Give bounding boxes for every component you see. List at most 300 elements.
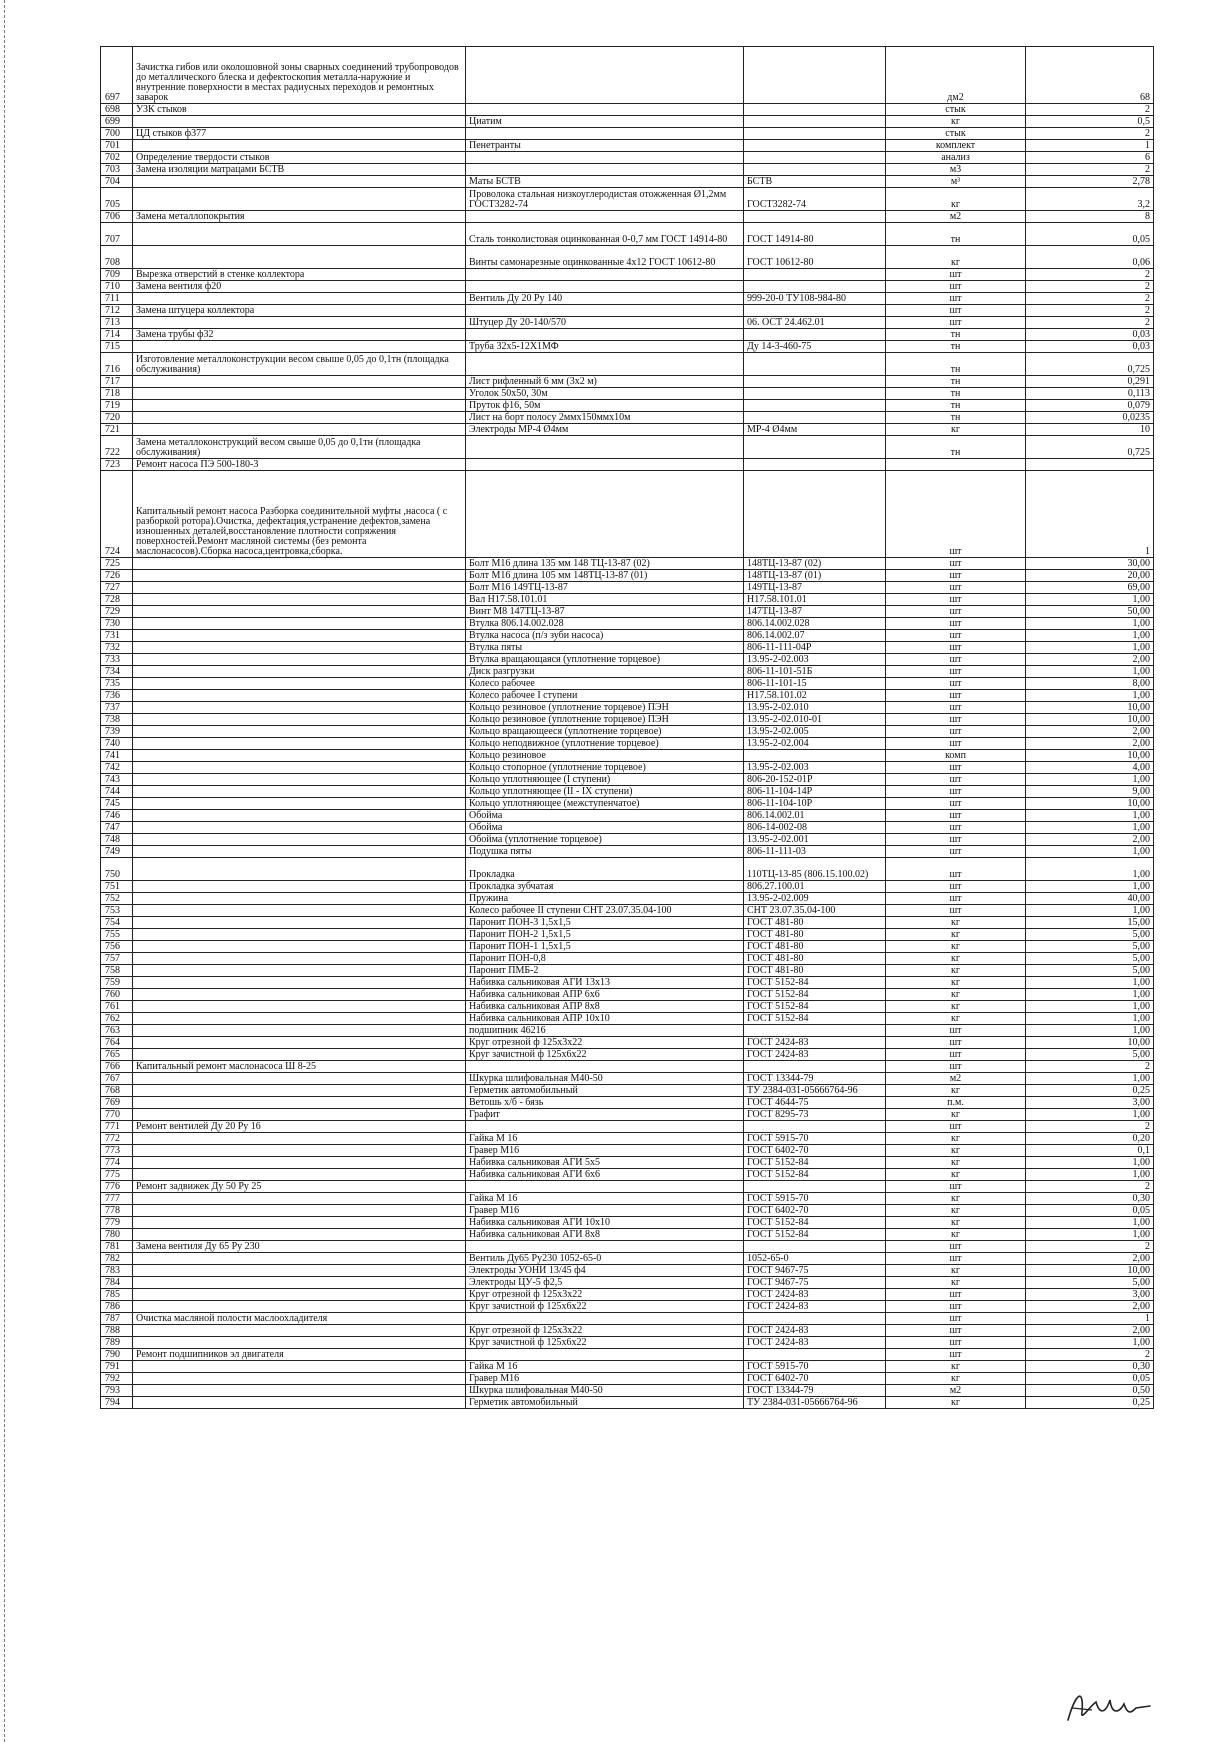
standard-doc-cell: 999-20-0 ТУ108-984-80	[744, 293, 886, 305]
row-number-cell: 767	[101, 1073, 133, 1085]
row-number-cell: 721	[101, 424, 133, 436]
table-row	[101, 1025, 1154, 1037]
quantity-cell: 10	[1026, 424, 1154, 436]
table-row	[101, 211, 1154, 223]
work-description-cell	[133, 989, 466, 1001]
unit-cell: кг	[886, 953, 1026, 965]
table-row	[101, 1037, 1154, 1049]
standard-doc-cell: 148ТЦ-13-87 (01)	[744, 570, 886, 582]
unit-cell: кг	[886, 1193, 1026, 1205]
quantity-cell: 68	[1026, 47, 1154, 104]
table-row	[101, 317, 1154, 329]
material-name-cell: Гайка М 16	[466, 1193, 744, 1205]
work-description-cell	[133, 1253, 466, 1265]
work-description-cell	[133, 738, 466, 750]
unit-cell: шт	[886, 281, 1026, 293]
table-row	[101, 424, 1154, 436]
material-name-cell: Круг зачистной ф 125х6х22	[466, 1301, 744, 1313]
quantity-cell: 2,00	[1026, 1325, 1154, 1337]
unit-cell: кг	[886, 977, 1026, 989]
material-name-cell: Циатим	[466, 116, 744, 128]
row-number-cell: 757	[101, 953, 133, 965]
standard-doc-cell: ГОСТ 5915-70	[744, 1133, 886, 1145]
standard-doc-cell: 13.95-2-02.010	[744, 702, 886, 714]
unit-cell: шт	[886, 762, 1026, 774]
quantity-cell: 0,20	[1026, 1133, 1154, 1145]
standard-doc-cell: ГОСТ 5915-70	[744, 1193, 886, 1205]
standard-doc-cell: 149ТЦ-13-87	[744, 582, 886, 594]
unit-cell: шт	[886, 654, 1026, 666]
table-row	[101, 893, 1154, 905]
standard-doc-cell: ГОСТ 6402-70	[744, 1373, 886, 1385]
material-name-cell: Набивка сальниковая АГИ 8х8	[466, 1229, 744, 1241]
quantity-cell: 1,00	[1026, 774, 1154, 786]
row-number-cell: 758	[101, 965, 133, 977]
work-description-cell: Определение твердости стыков	[133, 152, 466, 164]
row-number-cell: 705	[101, 188, 133, 211]
row-number-cell: 713	[101, 317, 133, 329]
quantity-cell: 1,00	[1026, 1229, 1154, 1241]
work-description-cell	[133, 642, 466, 654]
unit-cell: шт	[886, 305, 1026, 317]
unit-cell: шт	[886, 317, 1026, 329]
work-description-cell	[133, 116, 466, 128]
unit-cell: кг	[886, 1109, 1026, 1121]
table-body	[101, 47, 1154, 1409]
unit-cell: кг	[886, 116, 1026, 128]
work-description-cell	[133, 654, 466, 666]
standard-doc-cell: 1052-65-0	[744, 1253, 886, 1265]
unit-cell: шт	[886, 786, 1026, 798]
material-name-cell: Кольцо уплотняющее (I ступени)	[466, 774, 744, 786]
row-number-cell: 742	[101, 762, 133, 774]
row-number-cell: 763	[101, 1025, 133, 1037]
row-number-cell: 759	[101, 977, 133, 989]
material-name-cell: Электроды ЦУ-5 ф2,5	[466, 1277, 744, 1289]
quantity-cell: 1,00	[1026, 1109, 1154, 1121]
standard-doc-cell	[744, 305, 886, 317]
table-row	[101, 618, 1154, 630]
quantity-cell: 1,00	[1026, 666, 1154, 678]
work-description-cell	[133, 246, 466, 269]
work-description-cell	[133, 558, 466, 570]
material-name-cell: Круг отрезной ф 125х3х22	[466, 1037, 744, 1049]
unit-cell: шт	[886, 714, 1026, 726]
standard-doc-cell	[744, 436, 886, 459]
table-row	[101, 1373, 1154, 1385]
unit-cell: кг	[886, 917, 1026, 929]
work-description-cell	[133, 1049, 466, 1061]
standard-doc-cell: 147ТЦ-13-87	[744, 606, 886, 618]
work-description-cell	[133, 1169, 466, 1181]
table-row	[101, 774, 1154, 786]
table-row	[101, 606, 1154, 618]
quantity-cell: 0,0235	[1026, 412, 1154, 424]
table-row	[101, 881, 1154, 893]
work-description-cell	[133, 376, 466, 388]
row-number-cell: 778	[101, 1205, 133, 1217]
unit-cell: шт	[886, 881, 1026, 893]
quantity-cell: 0,50	[1026, 1385, 1154, 1397]
row-number-cell: 786	[101, 1301, 133, 1313]
table-row	[101, 293, 1154, 305]
quantity-cell: 1,00	[1026, 1001, 1154, 1013]
table-row	[101, 1337, 1154, 1349]
work-description-cell	[133, 953, 466, 965]
standard-doc-cell: ГОСТ 9467-75	[744, 1277, 886, 1289]
quantity-cell: 0,1	[1026, 1145, 1154, 1157]
row-number-cell: 727	[101, 582, 133, 594]
table-row	[101, 400, 1154, 412]
material-name-cell	[466, 281, 744, 293]
row-number-cell: 792	[101, 1373, 133, 1385]
work-description-cell: Зачистка гибов или околошовной зоны сварных соединений трубопроводов до металлического блеска и дефектоскопия металла-наружние и внутренние поверхности в местах радиусных переходов и ремонтных заварок	[133, 47, 466, 104]
row-number-cell: 733	[101, 654, 133, 666]
unit-cell: кг	[886, 1217, 1026, 1229]
unit-cell: стык	[886, 128, 1026, 140]
work-description-cell	[133, 750, 466, 762]
row-number-cell: 760	[101, 989, 133, 1001]
standard-doc-cell	[744, 116, 886, 128]
table-row	[101, 1001, 1154, 1013]
unit-cell: шт	[886, 269, 1026, 281]
unit-cell: шт	[886, 630, 1026, 642]
quantity-cell: 2	[1026, 281, 1154, 293]
quantity-cell: 0,06	[1026, 246, 1154, 269]
quantity-cell: 2	[1026, 128, 1154, 140]
row-number-cell: 730	[101, 618, 133, 630]
row-number-cell: 707	[101, 223, 133, 246]
quantity-cell: 1,00	[1026, 905, 1154, 917]
material-name-cell: Круг зачистной ф 125х6х22	[466, 1049, 744, 1061]
work-description-cell	[133, 702, 466, 714]
quantity-cell: 0,725	[1026, 436, 1154, 459]
row-number-cell: 719	[101, 400, 133, 412]
table-row	[101, 1097, 1154, 1109]
material-name-cell: Набивка сальниковая АГИ 13х13	[466, 977, 744, 989]
row-number-cell: 768	[101, 1085, 133, 1097]
material-name-cell: Прокладка зубчатая	[466, 881, 744, 893]
row-number-cell: 785	[101, 1289, 133, 1301]
standard-doc-cell: ГОСТ 481-80	[744, 917, 886, 929]
standard-doc-cell: 806-11-104-10Р	[744, 798, 886, 810]
quantity-cell: 10,00	[1026, 1037, 1154, 1049]
work-description-cell	[133, 1109, 466, 1121]
row-number-cell: 746	[101, 810, 133, 822]
material-name-cell	[466, 353, 744, 376]
material-name-cell	[466, 436, 744, 459]
quantity-cell: 0,30	[1026, 1193, 1154, 1205]
quantity-cell: 5,00	[1026, 1277, 1154, 1289]
material-name-cell: Обойма (уплотнение торцевое)	[466, 834, 744, 846]
standard-doc-cell	[744, 1061, 886, 1073]
table-row	[101, 341, 1154, 353]
work-description-cell	[133, 140, 466, 152]
material-name-cell: Набивка сальниковая АГИ 10х10	[466, 1217, 744, 1229]
table-row	[101, 917, 1154, 929]
standard-doc-cell: 806-11-104-14Р	[744, 786, 886, 798]
standard-doc-cell: 806-11-111-03	[744, 846, 886, 858]
quantity-cell: 1	[1026, 1313, 1154, 1325]
material-name-cell	[466, 164, 744, 176]
unit-cell: п.м.	[886, 1097, 1026, 1109]
unit-cell: тн	[886, 376, 1026, 388]
work-description-cell	[133, 388, 466, 400]
table-row	[101, 965, 1154, 977]
table-row	[101, 762, 1154, 774]
unit-cell: шт	[886, 1325, 1026, 1337]
quantity-cell: 0,25	[1026, 1085, 1154, 1097]
row-number-cell: 789	[101, 1337, 133, 1349]
unit-cell: шт	[886, 1253, 1026, 1265]
work-description-cell	[133, 594, 466, 606]
unit-cell: кг	[886, 965, 1026, 977]
material-name-cell	[466, 211, 744, 223]
unit-cell: шт	[886, 1025, 1026, 1037]
material-name-cell: Круг зачистной ф 125х6х22	[466, 1337, 744, 1349]
unit-cell: кг	[886, 1205, 1026, 1217]
standard-doc-cell	[744, 329, 886, 341]
material-name-cell: Колесо рабочее	[466, 678, 744, 690]
unit-cell: тн	[886, 223, 1026, 246]
table-row	[101, 164, 1154, 176]
standard-doc-cell: ГОСТ 2424-83	[744, 1301, 886, 1313]
standard-doc-cell	[744, 400, 886, 412]
unit-cell: шт	[886, 738, 1026, 750]
material-name-cell: Кольцо резиновое	[466, 750, 744, 762]
work-description-cell	[133, 412, 466, 424]
quantity-cell: 0,5	[1026, 116, 1154, 128]
unit-cell: шт	[886, 690, 1026, 702]
table-row	[101, 128, 1154, 140]
material-name-cell	[466, 104, 744, 116]
row-number-cell: 704	[101, 176, 133, 188]
unit-cell: кг	[886, 1229, 1026, 1241]
material-name-cell: Шкурка шлифовальная М40-50	[466, 1385, 744, 1397]
material-name-cell: Кольцо резиновое (уплотнение торцевое) ПЭН	[466, 714, 744, 726]
material-name-cell: Паронит ПОН-3 1,5х1,5	[466, 917, 744, 929]
standard-doc-cell: 13.95-2-02.003	[744, 762, 886, 774]
unit-cell: шт	[886, 570, 1026, 582]
material-name-cell: Вентиль Ду 20 Ру 140	[466, 293, 744, 305]
row-number-cell: 708	[101, 246, 133, 269]
table-row	[101, 630, 1154, 642]
standard-doc-cell	[744, 1349, 886, 1361]
work-description-cell	[133, 1001, 466, 1013]
material-name-cell: Диск разгрузки	[466, 666, 744, 678]
standard-doc-cell	[744, 388, 886, 400]
quantity-cell: 3,2	[1026, 188, 1154, 211]
material-name-cell: Колесо рабочее I ступени	[466, 690, 744, 702]
work-description-cell	[133, 1085, 466, 1097]
standard-doc-cell: ТУ 2384-031-05666764-96	[744, 1397, 886, 1409]
material-name-cell	[466, 1313, 744, 1325]
row-number-cell: 745	[101, 798, 133, 810]
quantity-cell: 1,00	[1026, 594, 1154, 606]
standard-doc-cell	[744, 412, 886, 424]
unit-cell: кг	[886, 1373, 1026, 1385]
material-name-cell: Болт М16 длина 105 мм 148ТЦ-13-87 (01)	[466, 570, 744, 582]
material-name-cell: Паронит ПОН-2 1,5х1,5	[466, 929, 744, 941]
table-row	[101, 1289, 1154, 1301]
table-row	[101, 1061, 1154, 1073]
row-number-cell: 702	[101, 152, 133, 164]
unit-cell: кг	[886, 1265, 1026, 1277]
table-row	[101, 116, 1154, 128]
quantity-cell: 0,05	[1026, 1373, 1154, 1385]
unit-cell: шт	[886, 666, 1026, 678]
unit-cell: тн	[886, 400, 1026, 412]
row-number-cell: 791	[101, 1361, 133, 1373]
row-number-cell: 756	[101, 941, 133, 953]
unit-cell: шт	[886, 822, 1026, 834]
row-number-cell: 780	[101, 1229, 133, 1241]
work-description-cell: Замена изоляции матрацами БСТВ	[133, 164, 466, 176]
row-number-cell: 735	[101, 678, 133, 690]
unit-cell: шт	[886, 471, 1026, 558]
work-description-cell: Вырезка отверстий в стенке коллектора	[133, 269, 466, 281]
unit-cell: шт	[886, 858, 1026, 881]
table-row	[101, 1085, 1154, 1097]
quantity-cell: 3,00	[1026, 1289, 1154, 1301]
table-row	[101, 786, 1154, 798]
row-number-cell: 736	[101, 690, 133, 702]
standard-doc-cell: ГОСТ 10612-80	[744, 246, 886, 269]
quantity-cell: 2	[1026, 317, 1154, 329]
unit-cell: кг	[886, 1397, 1026, 1409]
table-row	[101, 822, 1154, 834]
quantity-cell: 2	[1026, 1349, 1154, 1361]
work-description-cell: ЦД стыков ф377	[133, 128, 466, 140]
row-number-cell: 782	[101, 1253, 133, 1265]
standard-doc-cell	[744, 1025, 886, 1037]
table-row	[101, 1277, 1154, 1289]
work-description-cell	[133, 929, 466, 941]
unit-cell: кг	[886, 1001, 1026, 1013]
table-row	[101, 459, 1154, 471]
work-description-cell	[133, 1145, 466, 1157]
table-row	[101, 1349, 1154, 1361]
standard-doc-cell: ГОСТ 481-80	[744, 941, 886, 953]
work-description-cell	[133, 1097, 466, 1109]
row-number-cell: 698	[101, 104, 133, 116]
standard-doc-cell: 806.14.002.07	[744, 630, 886, 642]
quantity-cell: 2	[1026, 1181, 1154, 1193]
work-description-cell	[133, 905, 466, 917]
unit-cell: кг	[886, 1277, 1026, 1289]
material-name-cell: Пруток ф16, 50м	[466, 400, 744, 412]
row-number-cell: 701	[101, 140, 133, 152]
standard-doc-cell	[744, 353, 886, 376]
row-number-cell: 781	[101, 1241, 133, 1253]
material-name-cell: Сталь тонколистовая оцинкованная 0-0,7 мм ГОСТ 14914-80	[466, 223, 744, 246]
standard-doc-cell	[744, 376, 886, 388]
work-description-cell	[133, 1037, 466, 1049]
table-row	[101, 846, 1154, 858]
material-name-cell: Труба 32х5-12Х1МФ	[466, 341, 744, 353]
work-description-cell	[133, 1229, 466, 1241]
work-description-cell: Замена металлоконструкций весом свыше 0,05 до 0,1тн (площадка обслуживания)	[133, 436, 466, 459]
work-description-cell	[133, 1217, 466, 1229]
table-row	[101, 246, 1154, 269]
standard-doc-cell: ГОСТ 481-80	[744, 965, 886, 977]
material-name-cell: Втулка насоса (п/з зуби насоса)	[466, 630, 744, 642]
table-row	[101, 858, 1154, 881]
standard-doc-cell	[744, 750, 886, 762]
quantity-cell: 8	[1026, 211, 1154, 223]
quantity-cell: 2,00	[1026, 1301, 1154, 1313]
work-description-cell	[133, 618, 466, 630]
row-number-cell: 734	[101, 666, 133, 678]
material-name-cell	[466, 47, 744, 104]
row-number-cell: 748	[101, 834, 133, 846]
work-description-cell: Замена штуцера коллектора	[133, 305, 466, 317]
standard-doc-cell	[744, 471, 886, 558]
quantity-cell: 0,725	[1026, 353, 1154, 376]
standard-doc-cell: ГОСТ 2424-83	[744, 1337, 886, 1349]
quantity-cell: 2,00	[1026, 834, 1154, 846]
standard-doc-cell: ГОСТ3282-74	[744, 188, 886, 211]
standard-doc-cell	[744, 164, 886, 176]
table-row	[101, 690, 1154, 702]
row-number-cell: 749	[101, 846, 133, 858]
material-name-cell: Набивка сальниковая АПР 8х8	[466, 1001, 744, 1013]
material-name-cell: Ветошь х/б - бязь	[466, 1097, 744, 1109]
table-row	[101, 1133, 1154, 1145]
row-number-cell: 722	[101, 436, 133, 459]
row-number-cell: 716	[101, 353, 133, 376]
work-description-cell	[133, 917, 466, 929]
work-description-cell: УЗК стыков	[133, 104, 466, 116]
table-row	[101, 714, 1154, 726]
table-row	[101, 666, 1154, 678]
quantity-cell: 2	[1026, 305, 1154, 317]
quantity-cell: 2	[1026, 1061, 1154, 1073]
table-row	[101, 702, 1154, 714]
unit-cell: шт	[886, 606, 1026, 618]
quantity-cell: 2	[1026, 1121, 1154, 1133]
work-description-cell: Капитальный ремонт насоса Разборка соединительной муфты ,насоса ( с разборкой ротора).Очистка, дефектация,устранение дефектов,замена изношенных деталей,восстановление плотности сопряжения поверхностей.Ремонт масляной системы (без ремонта маслонасосов).Сборка насоса,центровка,сборка.	[133, 471, 466, 558]
quantity-cell: 2	[1026, 269, 1154, 281]
quantity-cell: 1,00	[1026, 977, 1154, 989]
table-row	[101, 1361, 1154, 1373]
table-row	[101, 1313, 1154, 1325]
row-number-cell: 725	[101, 558, 133, 570]
standard-doc-cell	[744, 104, 886, 116]
table-row	[101, 738, 1154, 750]
work-description-cell	[133, 1289, 466, 1301]
work-description-cell	[133, 1013, 466, 1025]
unit-cell: тн	[886, 388, 1026, 400]
material-name-cell: Гайка М 16	[466, 1133, 744, 1145]
work-description-cell	[133, 630, 466, 642]
quantity-cell: 0,25	[1026, 1397, 1154, 1409]
table-row	[101, 1121, 1154, 1133]
row-number-cell: 794	[101, 1397, 133, 1409]
standard-doc-cell: 13.95-2-02.003	[744, 654, 886, 666]
standard-doc-cell: ГОСТ 13344-79	[744, 1385, 886, 1397]
unit-cell: шт	[886, 642, 1026, 654]
unit-cell: тн	[886, 412, 1026, 424]
row-number-cell: 762	[101, 1013, 133, 1025]
work-description-cell	[133, 774, 466, 786]
material-name-cell	[466, 269, 744, 281]
standard-doc-cell: ГОСТ 6402-70	[744, 1205, 886, 1217]
unit-cell	[886, 459, 1026, 471]
table-row	[101, 104, 1154, 116]
material-name-cell: Колесо рабочее II ступени СНТ 23.07.35.04-100	[466, 905, 744, 917]
standard-doc-cell: 13.95-2-02.009	[744, 893, 886, 905]
